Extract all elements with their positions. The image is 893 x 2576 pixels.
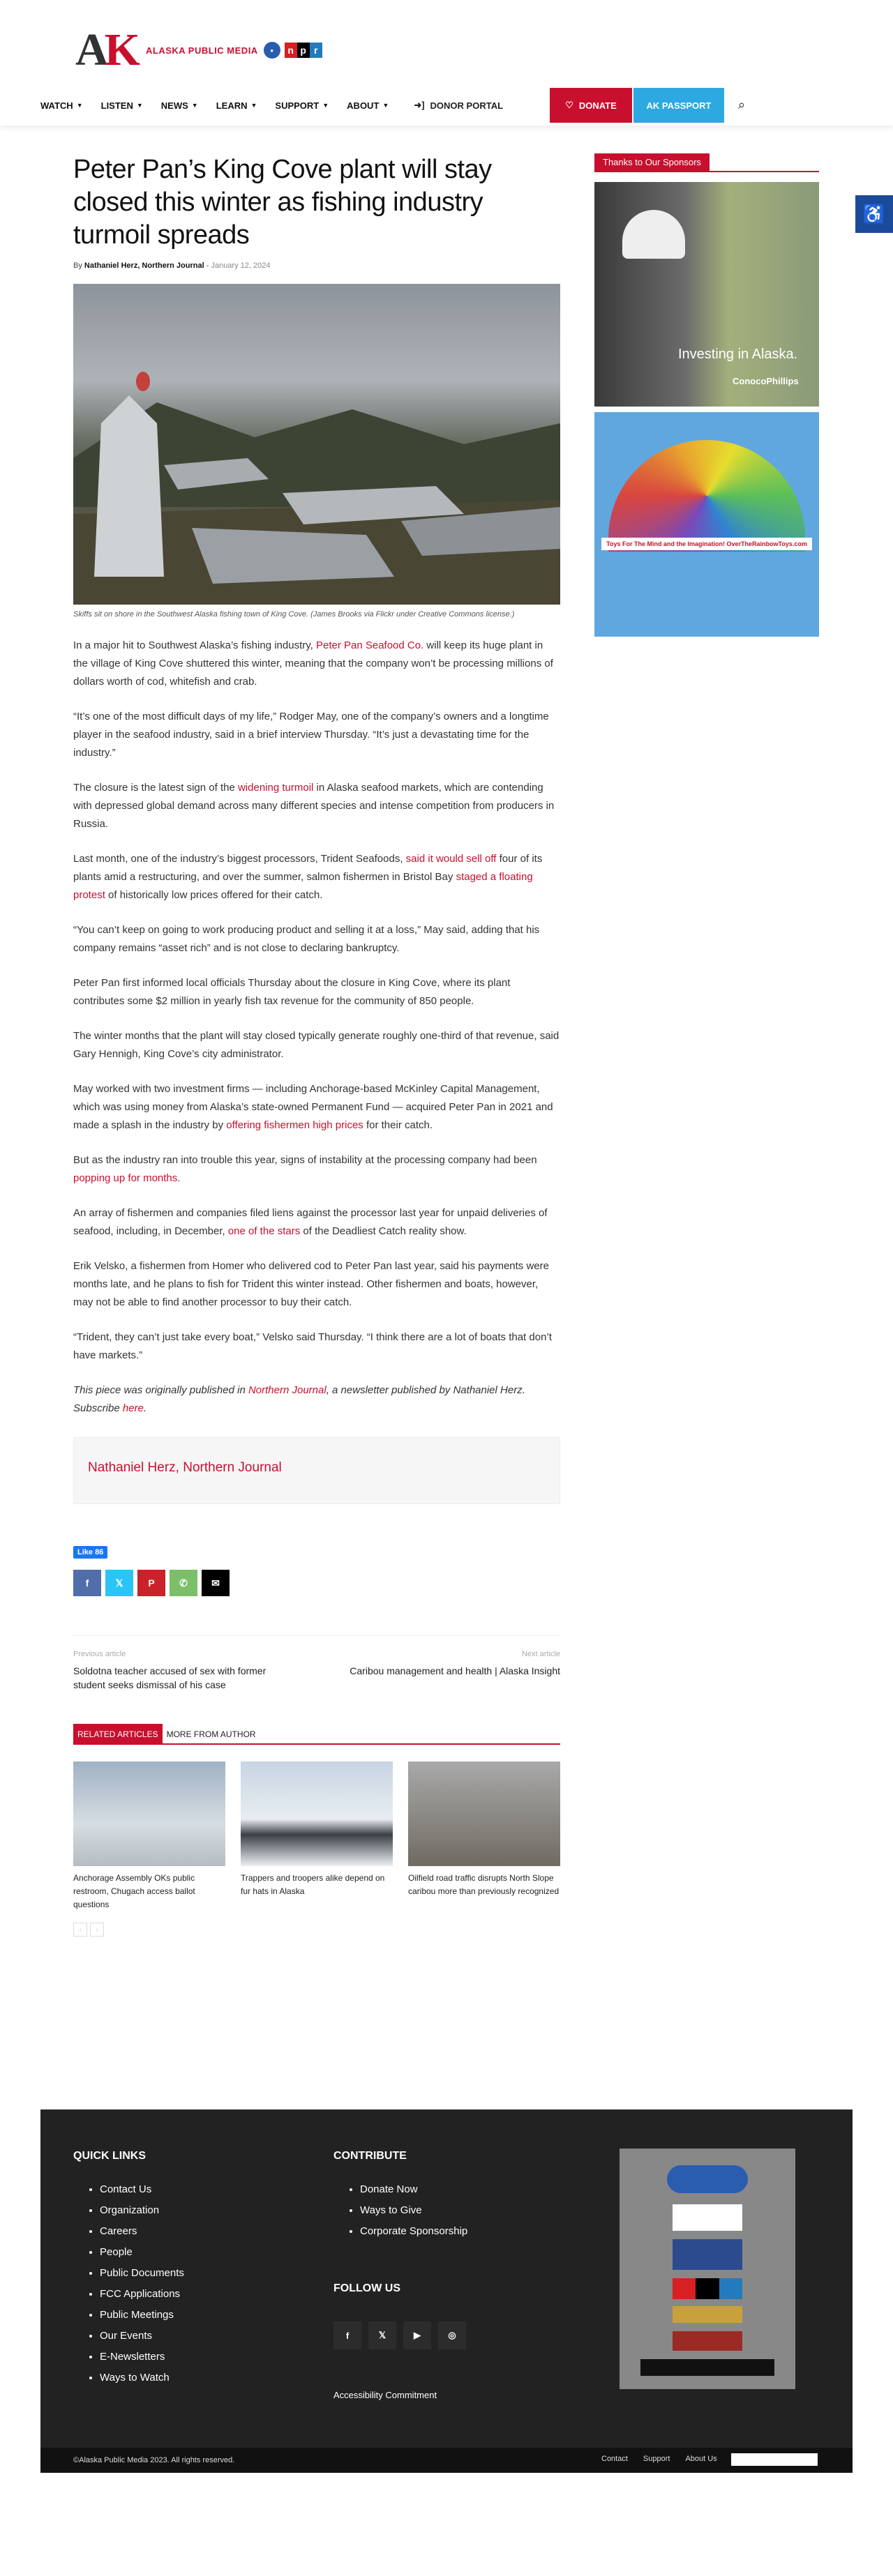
npr-logo-icon: n p r bbox=[285, 43, 322, 58]
related-image bbox=[408, 1761, 560, 1866]
copyright: ©Alaska Public Media 2023. All rights reserved. bbox=[73, 2456, 235, 2464]
related-card[interactable]: Anchorage Assembly OKs public restroom, Chugach access ballot questions bbox=[73, 1761, 225, 1911]
whatsapp-icon[interactable]: ✆ bbox=[170, 1570, 197, 1596]
paragraph: “You can’t keep on going to work producing product and selling it at a loss,” May said, adding that his company remains “asset rich” and is not close to declaring bankruptcy. bbox=[73, 924, 540, 954]
prev-page-icon[interactable]: ‹ bbox=[73, 1923, 87, 1937]
quick-links-list bbox=[86, 2179, 184, 2388]
footer-link[interactable]: • FCC Applications bbox=[100, 2284, 184, 2305]
footer-link[interactable]: • Public Meetings bbox=[100, 2305, 184, 2326]
pbs-logo-icon: ● bbox=[264, 42, 280, 59]
sidebar bbox=[594, 153, 819, 637]
related-pager bbox=[73, 1923, 560, 1937]
heart-icon: ♡ bbox=[565, 100, 573, 110]
chevron-down-icon: ▼ bbox=[250, 102, 257, 109]
related-image bbox=[241, 1761, 393, 1866]
nav-support[interactable]: SUPPORT ▼ bbox=[275, 100, 329, 111]
contribute-list bbox=[346, 2179, 467, 2242]
next-article[interactable]: Next article Caribou management and health | Alaska Insight bbox=[350, 1650, 560, 1676]
nav-news[interactable]: NEWS ▼ bbox=[160, 100, 198, 111]
bottom-link[interactable]: Contact bbox=[601, 2455, 628, 2463]
instagram-icon[interactable]: ◎ bbox=[438, 2321, 466, 2349]
author-link[interactable]: Nathaniel Herz, Northern Journal bbox=[84, 262, 204, 270]
author-box bbox=[73, 1437, 560, 1504]
footer-link[interactable]: • Contact Us bbox=[100, 2179, 184, 2200]
footer-link[interactable]: • Donate Now bbox=[360, 2179, 467, 2200]
inline-link[interactable]: Peter Pan Seafood Co. bbox=[315, 639, 424, 651]
logo-text: ALASKA PUBLIC MEDIA bbox=[146, 45, 258, 56]
paragraph: An array of fishermen and companies filed liens against the processor last year for unpaid deliveries of seafood, including, in December, one of the stars of the Deadliest Catch reality show. bbox=[73, 1207, 548, 1237]
bottom-link[interactable]: Support bbox=[643, 2455, 670, 2463]
accessibility-icon[interactable]: ♿ bbox=[855, 195, 893, 233]
contribute-title: CONTRIBUTE bbox=[333, 2150, 407, 2162]
ak-logo-mark: AK bbox=[75, 24, 137, 75]
chevron-down-icon: ▼ bbox=[136, 102, 143, 109]
cpb-logo-icon bbox=[673, 2239, 742, 2270]
sponsor-ad-rainbow-toys[interactable]: Toys For The Mind and the Imagination! OverTheRainbowToys.com bbox=[594, 412, 819, 637]
site-footer bbox=[40, 2109, 853, 2448]
bottom-links bbox=[601, 2455, 717, 2463]
facebook-like-widget bbox=[73, 1546, 560, 1559]
paragraph: Peter Pan first informed local officials Thursday about the closure in King Cove, where its plant contributes some $2 million in yearly fish tax revenue for the community of 850 people. bbox=[73, 977, 511, 1007]
pri-logo-icon bbox=[673, 2306, 742, 2323]
footer-bottom-bar bbox=[40, 2448, 853, 2473]
facebook-like-button[interactable]: Like 86 bbox=[73, 1546, 107, 1559]
facebook-icon[interactable]: f bbox=[333, 2321, 361, 2349]
pbs-logo-icon bbox=[667, 2165, 748, 2193]
footer-link[interactable]: • Ways to Watch bbox=[100, 2367, 184, 2388]
chevron-down-icon: ▼ bbox=[322, 102, 329, 109]
social-links bbox=[333, 2321, 466, 2349]
chevron-down-icon: ▼ bbox=[191, 102, 198, 109]
footer-link[interactable]: • Organization bbox=[100, 2200, 184, 2221]
footer-link[interactable]: • Ways to Give bbox=[360, 2200, 467, 2221]
image-caption: Skiffs sit on shore in the Southwest Alaska fishing town of King Cove. (James Brooks via Flickr under Creative Commons license.) bbox=[73, 610, 515, 619]
related-articles bbox=[73, 1761, 560, 1911]
donate-button[interactable]: ♡ DONATE bbox=[550, 88, 632, 123]
youtube-icon[interactable]: ▶ bbox=[403, 2321, 431, 2349]
previous-article[interactable]: Previous article Soldotna teacher accused of sex with former student seeks dismissal of his case bbox=[73, 1650, 267, 1690]
article-body bbox=[73, 637, 560, 1418]
related-card[interactable]: Oilfield road traffic disrupts North Slope caribou more than previously recognized bbox=[408, 1761, 560, 1911]
footer-search-input[interactable] bbox=[731, 2453, 818, 2466]
footer-link[interactable]: • People bbox=[100, 2242, 184, 2263]
inline-link[interactable]: here bbox=[122, 1402, 144, 1414]
nav-watch[interactable]: WATCH ▼ bbox=[40, 100, 83, 111]
inline-link[interactable]: widening turmoil bbox=[237, 782, 314, 794]
related-image bbox=[73, 1761, 225, 1866]
paragraph: This piece was originally published in Northern Journal, a newsletter published by Nathaniel Herz. Subscribe here. bbox=[73, 1384, 525, 1414]
article-title: Peter Pan’s King Cove plant will stay closed this winter as fishing industry turmoil spreads bbox=[73, 155, 492, 250]
share-buttons bbox=[73, 1570, 560, 1596]
site-header bbox=[0, 0, 893, 126]
related-tabs bbox=[73, 1724, 560, 1745]
search-icon[interactable]: ⌕ bbox=[738, 98, 746, 112]
chevron-down-icon: ▼ bbox=[382, 102, 389, 109]
paragraph: May worked with two investment firms — including Anchorage-based McKinley Capital Management, which was using money from Alaska’s state-owned Permanent Fund — acquired Peter Pan in 2021 and made a splash in the industry by offering fishermen high prices for their catch. bbox=[73, 1083, 553, 1131]
accessibility-link[interactable]: Accessibility Commitment bbox=[333, 2390, 437, 2400]
inline-link[interactable]: one of the stars bbox=[227, 1225, 301, 1237]
hardhat-shape bbox=[622, 210, 685, 259]
chevron-down-icon: ▼ bbox=[76, 102, 83, 109]
bottom-link[interactable]: About Us bbox=[685, 2455, 717, 2463]
follow-us-title: FOLLOW US bbox=[333, 2282, 400, 2294]
pinterest-icon[interactable]: P bbox=[137, 1570, 165, 1596]
paragraph: But as the industry ran into trouble this year, signs of instability at the processing company had been popping up for months. bbox=[73, 1154, 537, 1184]
footer-link[interactable]: • Public Documents bbox=[100, 2263, 184, 2284]
bbc-world-service-logo-icon bbox=[640, 2359, 774, 2376]
inline-link[interactable]: Northern Journal bbox=[248, 1384, 327, 1396]
skiffs-photo bbox=[73, 284, 560, 605]
american-public-media-logo-icon bbox=[673, 2331, 742, 2351]
nav-learn[interactable]: LEARN ▼ bbox=[216, 100, 257, 111]
tab-related-articles[interactable]: RELATED ARTICLES bbox=[73, 1724, 163, 1743]
nav-about[interactable]: ABOUT ▼ bbox=[347, 100, 389, 111]
footer-link[interactable]: • E-Newsletters bbox=[100, 2347, 184, 2367]
nav-listen[interactable]: LISTEN ▼ bbox=[100, 100, 143, 111]
next-page-icon[interactable]: › bbox=[90, 1923, 104, 1937]
rainbow-graphic bbox=[608, 440, 805, 552]
x-icon[interactable]: 𝕏 bbox=[368, 2321, 396, 2349]
sponsors-header: Thanks to Our Sponsors bbox=[594, 153, 819, 172]
paragraph: “Trident, they can’t just take every boat,” Velsko said Thursday. “I think there are a lot of boats that don’t have markets.” bbox=[73, 1331, 552, 1361]
article-date: January 12, 2024 bbox=[211, 262, 271, 270]
author-box-link[interactable]: Nathaniel Herz, Northern Journal bbox=[88, 1460, 282, 1475]
npr-logo-icon bbox=[673, 2278, 742, 2299]
paragraph: In a major hit to Southwest Alaska’s fishing industry, Peter Pan Seafood Co. will keep its huge plant in the village of King Cove shuttered this winter, meaning that the company won’t be processing millions of dollars worth of cod, whitefish and crab. bbox=[73, 639, 553, 688]
inline-link[interactable]: said it would sell off bbox=[405, 853, 497, 865]
hero-image bbox=[73, 284, 560, 605]
x-icon[interactable]: 𝕏 bbox=[105, 1570, 133, 1596]
footer-link[interactable]: • Corporate Sponsorship bbox=[360, 2221, 467, 2242]
email-icon[interactable]: ✉ bbox=[202, 1570, 230, 1596]
tab-more-from-author[interactable]: MORE FROM AUTHOR bbox=[166, 1729, 256, 1739]
main-nav bbox=[40, 88, 853, 123]
facebook-icon[interactable]: f bbox=[73, 1570, 101, 1596]
apt-logo-icon bbox=[673, 2204, 742, 2231]
sponsor-ad-conocophillips[interactable]: Investing in Alaska. ConocoPhillips bbox=[594, 182, 819, 407]
byline: By Nathaniel Herz, Northern Journal - January 12, 2024 bbox=[73, 262, 271, 270]
paragraph: The winter months that the plant will stay closed typically generate roughly one-third of that revenue, said Gary Hennigh, King Cove’s city administrator. bbox=[73, 1030, 560, 1060]
paragraph: “It’s one of the most difficult days of my life,” Rodger May, one of the company’s owners and a longtime player in the seafood industry, said in a brief interview Thursday. “It’s just a devastating time for the industry.” bbox=[73, 711, 549, 759]
related-card[interactable]: Trappers and troopers alike depend on fur hats in Alaska bbox=[241, 1761, 393, 1911]
paragraph: Last month, one of the industry’s biggest processors, Trident Seafoods, said it would sell off four of its plants amid a restructuring, and over the summer, salmon fishermen in Bristol Bay staged a floating protest of historically low prices offered for their catch. bbox=[73, 853, 543, 901]
passport-button[interactable]: AK PASSPORT bbox=[633, 88, 724, 123]
inline-link[interactable]: popping up for months bbox=[73, 1172, 178, 1184]
footer-link[interactable]: • Our Events bbox=[100, 2326, 184, 2347]
inline-link[interactable]: staged a floating protest bbox=[73, 871, 533, 901]
quick-links-title: QUICK LINKS bbox=[73, 2150, 146, 2162]
login-icon: ➜] bbox=[414, 100, 425, 110]
donor-portal-link[interactable]: ➜] DONOR PORTAL bbox=[414, 100, 504, 111]
site-logo[interactable] bbox=[75, 26, 368, 74]
paragraph: The closure is the latest sign of the widening turmoil in Alaska seafood markets, which are contending with depressed global demand across many different species and intense competition from producers in Russia. bbox=[73, 782, 555, 830]
article bbox=[73, 153, 560, 1937]
inline-link[interactable]: offering fishermen high prices bbox=[226, 1119, 363, 1131]
footer-link[interactable]: • Careers bbox=[100, 2221, 184, 2242]
prev-next-nav bbox=[73, 1635, 560, 1692]
paragraph: Erik Velsko, a fishermen from Homer who delivered cod to Peter Pan last year, said his payments were months late, and he plans to fish for Trident this winter instead. Other fishermen and boats, however, may not be able to find another processor to buy their catch. bbox=[73, 1260, 549, 1308]
partner-logos bbox=[620, 2149, 795, 2389]
